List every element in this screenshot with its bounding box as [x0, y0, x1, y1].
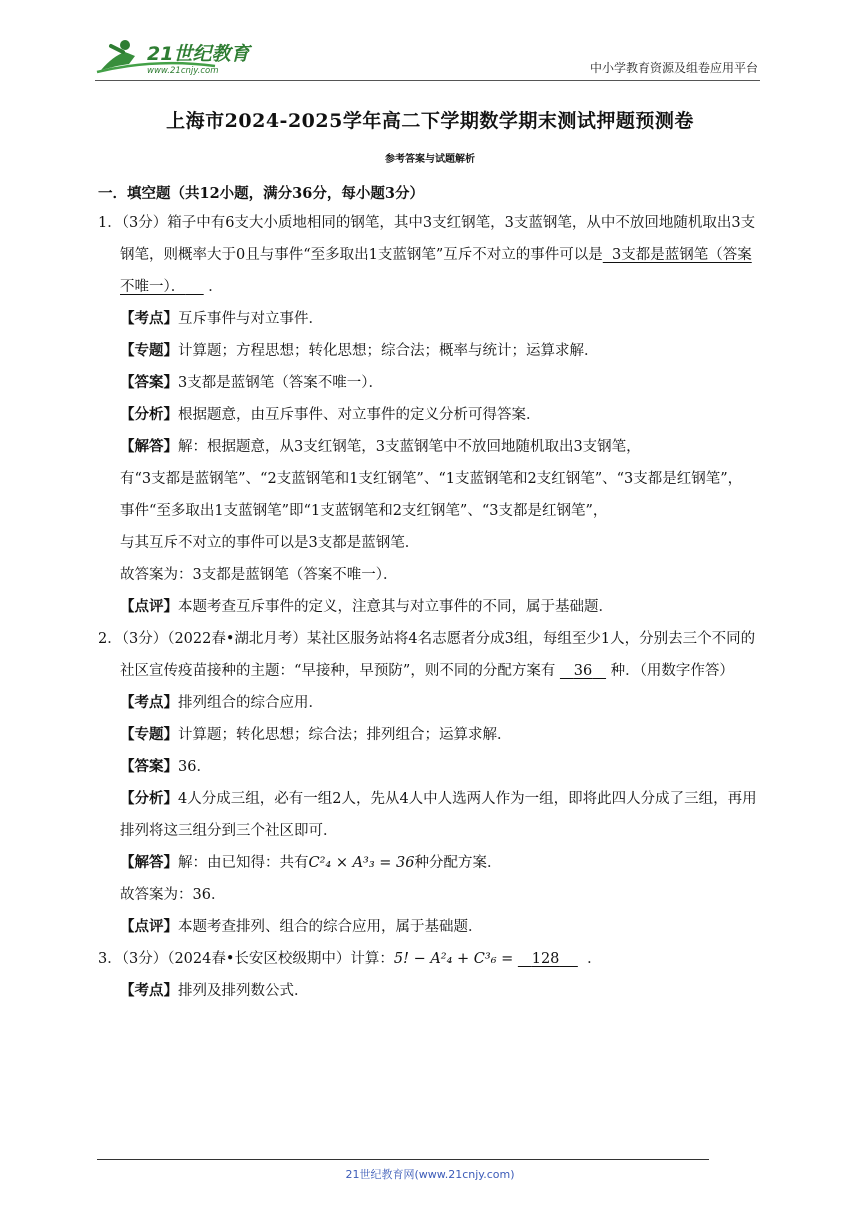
question-2-answer: 36 — [573, 663, 593, 679]
formula: C²₄ × A³₃ = 36 — [308, 855, 415, 871]
question-3-answer: 128 — [531, 951, 560, 967]
question-1-line-2: 有“3支都是蓝钢笔”、“2支蓝钢笔和1支红钢笔”、“1支蓝钢笔和2支红钢笔”、“3支都是红钢笔”， — [120, 471, 743, 487]
question-2-fenxi: 【分析】4人分成三组，必有一组2人，先从4人中人选两人作为一组，即将此四人分成了三组，再用排列将这三组分到三个社区即可． — [120, 790, 757, 839]
question-1-answer: 3支都是蓝钢笔（答案不唯一）． — [120, 247, 752, 295]
question-1-line-4: 与其互斥不对立的事件可以是3支都是蓝钢笔． — [120, 535, 420, 551]
question-2-line-5: 故答案为：36． — [120, 887, 226, 903]
question-1-jieda: 【解答】解：根据题意，从3支红钢笔，3支蓝钢笔中不放回地随机取出3支钢笔， — [120, 438, 641, 455]
question-1-line-3: 事件“至多取出1支蓝钢笔”即“1支蓝钢笔和2支红钢笔”、“3支都是红钢笔”， — [120, 503, 608, 519]
question-1-fenxi: 【分析】根据题意，由互斥事件、对立事件的定义分析可得答案． — [120, 406, 541, 423]
question-1-daan: 【答案】3支都是蓝钢笔（答案不唯一）． — [120, 374, 383, 391]
page-title: 上海市2024-2025学年高二下学期数学期末测试押题预测卷 — [166, 110, 694, 132]
question-2-daan: 【答案】36． — [120, 758, 211, 775]
formula: 5! − A²₄ + C³₆ = — [393, 951, 514, 967]
question-2-jieda: 【解答】解：由已知得：共有C²₄ × A³₃ = 36种分配方案． — [120, 854, 502, 871]
svg-text:www.21cnjy.com: www.21cnjy.com — [147, 66, 219, 76]
question-1-dianping: 【点评】本题考查互斥事件的定义，注意其与对立事件的不同，属于基础题． — [120, 598, 613, 615]
page-subtitle: 参考答案与试题解析 — [385, 154, 475, 165]
question-2-kaodian: 【考点】排列组合的综合应用． — [120, 694, 323, 711]
footer-divider — [97, 1159, 709, 1160]
svg-text:21世纪教育: 21世纪教育 — [147, 43, 250, 65]
platform-name: 中小学教育资源及组卷应用平台 — [589, 61, 758, 75]
question-2-dianping: 【点评】本题考查排列、组合的综合应用，属于基础题． — [120, 918, 483, 935]
question-1-stem: 1．（3分）箱子中有6支大小质地相同的钢笔，其中3支红钢笔，3支蓝钢笔，从中不放回地随机取出3支钢笔，则概率大于0且与事件“至多取出1支蓝钢笔”互斥不对立的事件可以是 3支都是蓝钢笔（答案不唯一）． ． — [98, 215, 756, 295]
question-2-stem: 2．（3分）（2022春•湖北月考）某社区服务站将4名志愿者分成3组，每组至少1人，分别去三个不同的社区宣传疫苗接种的主题：“早接种，早预防”，则不同的分配方案有 36 种．（用数字作答） — [98, 631, 756, 679]
question-3-stem: 3．（3分）（2024春•长安区校级期中）计算：5! − A²₄ + C³₆ = 128 ． — [98, 951, 602, 967]
site-logo — [95, 36, 260, 76]
page-footer: 21世纪教育网(www.21cnjy.com) — [345, 1168, 515, 1181]
document-body — [98, 181, 766, 1007]
page-header — [95, 32, 760, 81]
question-2-zhuanti: 【专题】计算题；转化思想；综合法；排列组合；运算求解． — [120, 726, 512, 743]
section-heading: 一．填空题（共12小题，满分36分，每小题3分） — [98, 185, 424, 202]
question-1-zhuanti: 【专题】计算题；方程思想；转化思想；综合法；概率与统计；运算求解． — [120, 342, 599, 359]
question-1-line-5: 故答案为：3支都是蓝钢笔（答案不唯一）． — [120, 567, 398, 583]
question-3-kaodian: 【考点】排列及排列数公式． — [120, 982, 309, 999]
question-1-kaodian: 【考点】互斥事件与对立事件． — [120, 310, 323, 327]
